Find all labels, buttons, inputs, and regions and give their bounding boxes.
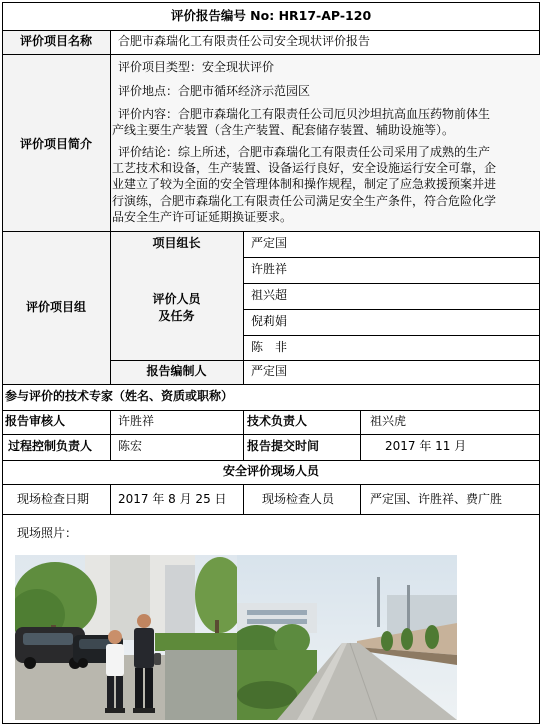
site-photos-label: 现场照片： <box>17 526 78 540</box>
evaluation-conclusion-line: 评价结论：综上所述，合肥市森瑞化工有限责任公司采用了成熟的生产 <box>118 145 491 159</box>
experts-heading: 参与评价的技术专家（姓名、资质或职称） <box>5 389 234 403</box>
rule <box>243 410 244 460</box>
reviewer-name: 许胜祥 <box>118 414 155 428</box>
project-name-label: 评价项目名称 <box>19 34 92 48</box>
rule <box>2 434 540 435</box>
report-number: 评价报告编号 No: HR17-AP-120 <box>170 8 372 23</box>
rule <box>243 257 540 258</box>
leader-name: 严定国 <box>251 236 288 250</box>
rule <box>2 410 540 411</box>
rule <box>360 484 361 514</box>
rule <box>110 484 111 514</box>
evaluator-name: 陈 非 <box>251 340 288 354</box>
writer-label: 报告编制人 <box>146 364 207 378</box>
summary-label: 评价项目简介 <box>19 137 92 151</box>
rule <box>360 410 361 460</box>
rule <box>243 231 244 384</box>
rule <box>110 410 111 460</box>
rule <box>2 484 540 485</box>
site-photo-people <box>15 555 237 720</box>
site-photo-road-image <box>237 555 457 720</box>
site-heading: 安全评价现场人员 <box>222 464 319 478</box>
reviewer-label: 报告审核人 <box>5 414 66 428</box>
tech-lead-label: 技术负责人 <box>247 414 308 428</box>
site-people-value: 严定国、许胜祥、费广胜 <box>370 492 503 506</box>
evaluator-name: 祖兴超 <box>251 288 288 302</box>
project-name-value: 合肥市森瑞化工有限责任公司安全现状评价报告 <box>118 34 371 48</box>
tech-lead-name: 祖兴虎 <box>370 414 407 428</box>
evaluator-name: 许胜祥 <box>251 262 288 276</box>
submit-time-value: 2017 年 11 月 <box>385 439 467 453</box>
rule <box>243 283 540 284</box>
submit-time-label: 报告提交时间 <box>247 439 320 453</box>
site-photo-road <box>237 555 457 720</box>
rule <box>243 335 540 336</box>
rule <box>2 514 540 515</box>
rule <box>243 484 244 514</box>
evaluator-name: 倪莉娟 <box>251 314 288 328</box>
leader-label: 项目组长 <box>152 236 201 250</box>
evaluation-type: 评价项目类型：安全现状评价 <box>118 60 275 74</box>
rule <box>243 309 540 310</box>
process-control-label: 过程控制负责人 <box>8 439 93 453</box>
site-people-label: 现场检查人员 <box>262 492 335 506</box>
rule <box>2 460 540 461</box>
evaluators-label: 及任务 <box>158 309 195 323</box>
site-date-value: 2017 年 8 月 25 日 <box>118 492 227 506</box>
team-label: 评价项目组 <box>25 300 86 314</box>
evaluation-content-line: 评价内容：合肥市森瑞化工有限责任公司厄贝沙坦抗高血压药物前体生 <box>118 107 491 121</box>
writer-name: 严定国 <box>251 364 288 378</box>
evaluation-location: 评价地点：合肥市循环经济示范园区 <box>118 84 311 98</box>
evaluation-conclusion-line: 业建立了较为全面的安全管理体制和操作规程，制定了应急救援预案并进 <box>112 177 497 191</box>
evaluation-conclusion-line: 品安全生产许可证延期换证要求。 <box>112 210 293 224</box>
evaluation-content-line: 产线主要生产装置（含生产装置、配套储存装置、辅助设施等）。 <box>112 123 455 137</box>
evaluation-conclusion-line: 行演练，合肥市森瑞化工有限责任公司满足安全生产条件，符合危险化学 <box>112 194 497 208</box>
site-photo-people-image <box>15 555 237 720</box>
rule <box>2 384 540 385</box>
site-date-label: 现场检查日期 <box>17 492 90 506</box>
evaluators-label: 评价人员 <box>152 292 201 306</box>
process-control-name: 陈宏 <box>118 439 143 453</box>
evaluation-conclusion-line: 工艺技术和设备，生产装置、设备运行良好，安全设施运行安全可靠，企 <box>112 161 497 175</box>
